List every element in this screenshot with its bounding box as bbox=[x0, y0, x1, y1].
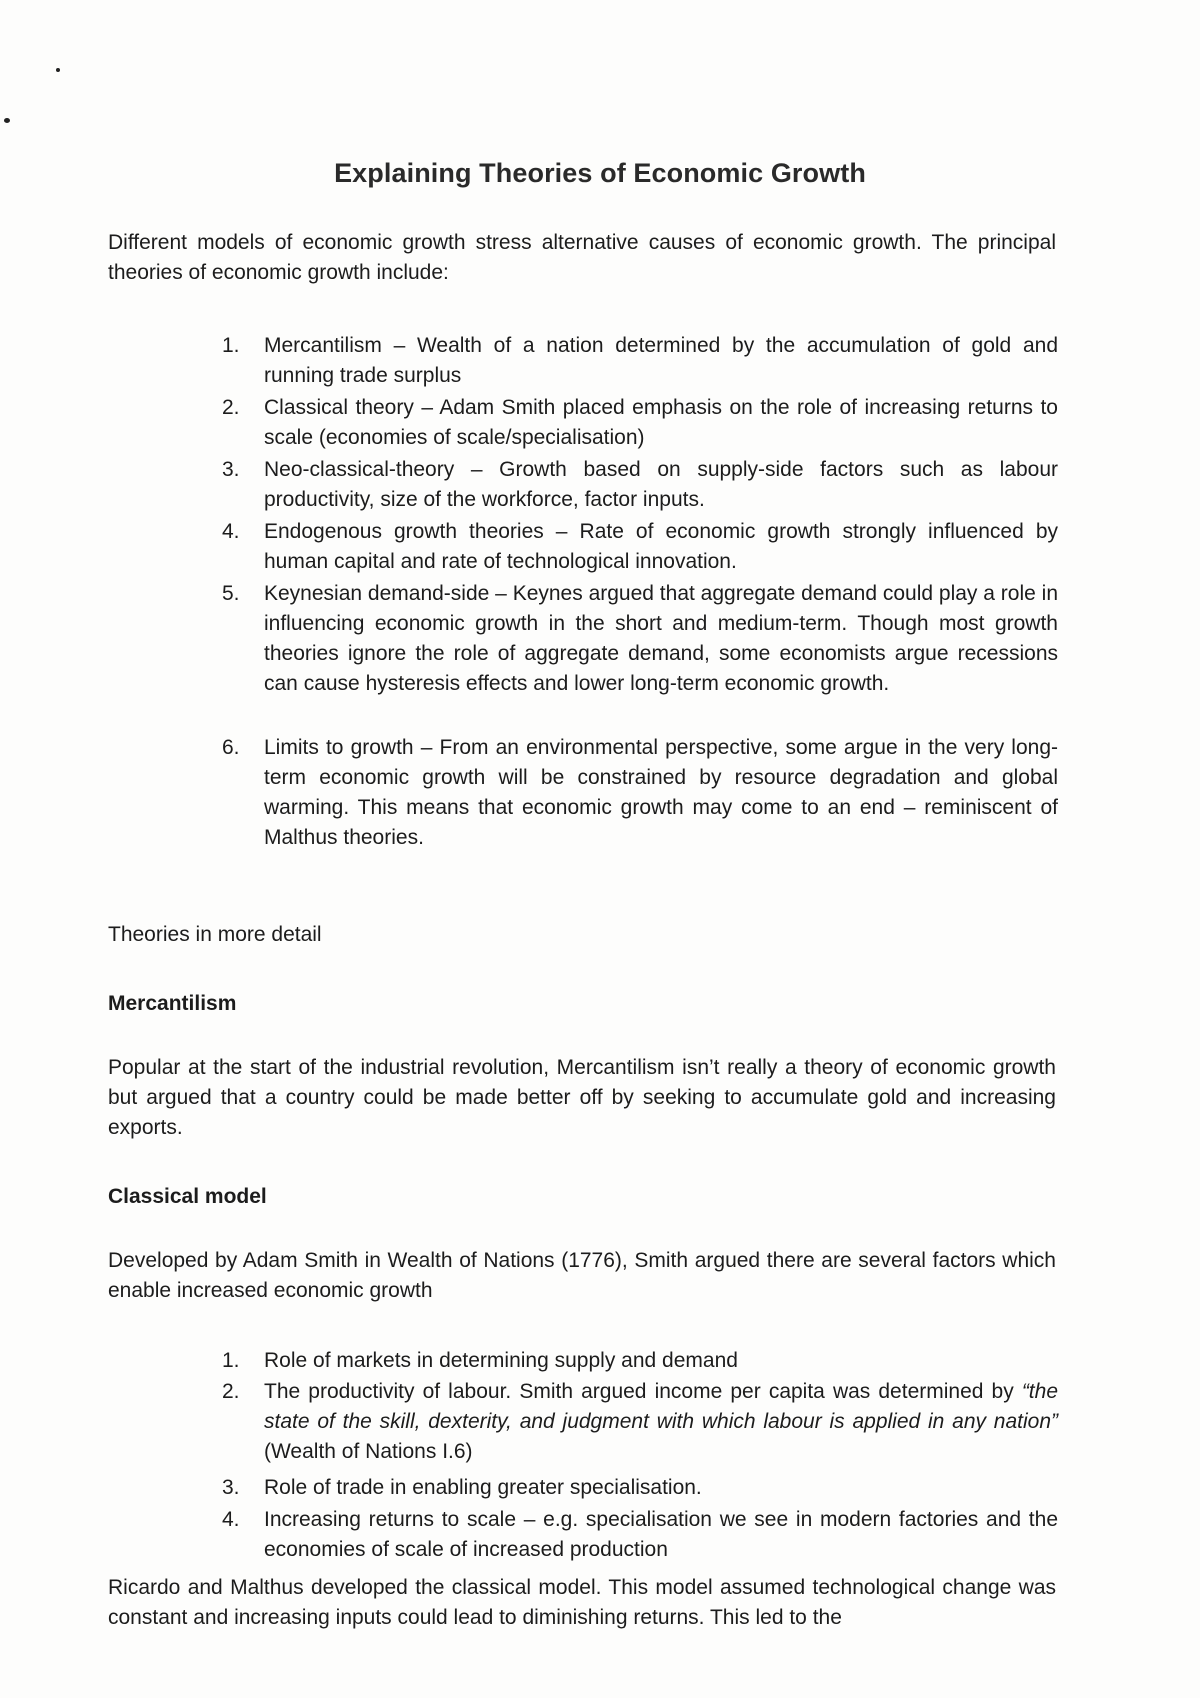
classical-heading: Classical model bbox=[108, 1185, 267, 1208]
scan-speck bbox=[4, 118, 10, 123]
list-item-text: Classical theory – Adam Smith placed emphasis on the role of increasing returns to scale (economies of scale/specialisation) bbox=[264, 396, 1058, 449]
list-number: 2. bbox=[222, 396, 240, 419]
classical-factors-list bbox=[222, 1346, 1058, 1565]
list-number: 1. bbox=[222, 1349, 240, 1372]
document-title: Explaining Theories of Economic Growth bbox=[334, 158, 866, 188]
list-item bbox=[222, 331, 1058, 393]
list-item bbox=[222, 1505, 1058, 1565]
list-number: 4. bbox=[222, 1508, 240, 1531]
list-item bbox=[222, 1346, 1058, 1377]
list-item-text: Endogenous growth theories – Rate of economic growth strongly influenced by human capital and rate of technological innovation. bbox=[264, 520, 1058, 573]
classical-paragraph: Developed by Adam Smith in Wealth of Nations (1776), Smith argued there are several factors which enable increased economic growth bbox=[108, 1249, 1056, 1302]
list-item-citation: (Wealth of Nations I.6) bbox=[264, 1440, 473, 1463]
list-item-text: Role of trade in enabling greater specialisation. bbox=[264, 1476, 702, 1499]
list-item-text: Role of markets in determining supply and demand bbox=[264, 1349, 738, 1372]
list-item-text: Mercantilism – Wealth of a nation determined by the accumulation of gold and running trade surplus bbox=[264, 334, 1058, 387]
list-item bbox=[222, 517, 1058, 579]
mercantilism-heading: Mercantilism bbox=[108, 992, 237, 1015]
intro-paragraph: Different models of economic growth stress alternative causes of economic growth. The principal theories of economic growth include: bbox=[108, 231, 1056, 284]
list-item bbox=[222, 455, 1058, 517]
smith-quote: “the state of the skill, dexterity, and judgment with which labour is applied in any nation” bbox=[264, 1380, 1058, 1433]
list-item bbox=[222, 1377, 1058, 1473]
list-number: 5. bbox=[222, 582, 240, 605]
list-item bbox=[222, 393, 1058, 455]
list-item bbox=[222, 733, 1058, 853]
list-number: 3. bbox=[222, 1476, 240, 1499]
list-item-text: Keynesian demand-side – Keynes argued that aggregate demand could play a role in influencing economic growth in the short and medium-term. Though most growth theories ignore the role of aggregate demand, some economists argue recessions can cause hysteresis effects and lower long-term economic growth. bbox=[264, 582, 1058, 695]
list-item-text: Neo-classical-theory – Growth based on supply-side factors such as labour productivity, size of the workforce, factor inputs. bbox=[264, 458, 1058, 511]
list-item bbox=[222, 1473, 1058, 1505]
ricardo-paragraph: Ricardo and Malthus developed the classical model. This model assumed technological change was constant and increasing inputs could lead to diminishing returns. This led to the bbox=[108, 1576, 1056, 1629]
list-number: 3. bbox=[222, 458, 240, 481]
list-number: 2. bbox=[222, 1380, 240, 1403]
theories-list bbox=[222, 331, 1058, 853]
list-item-text: Limits to growth – From an environmental perspective, some argue in the very long-term economic growth will be constrained by resource degradation and global warming. This means that economic growth may come to an end – reminiscent of Malthus theories. bbox=[264, 736, 1058, 849]
list-item bbox=[222, 579, 1058, 733]
section-label: Theories in more detail bbox=[108, 923, 322, 946]
scan-speck bbox=[56, 68, 60, 72]
list-number: 4. bbox=[222, 520, 240, 543]
list-number: 6. bbox=[222, 736, 240, 759]
list-item-text: The productivity of labour. Smith argued income per capita was determined by bbox=[264, 1380, 1022, 1403]
list-item-text: Increasing returns to scale – e.g. specialisation we see in modern factories and the economies of scale of increased production bbox=[264, 1508, 1058, 1561]
list-number: 1. bbox=[222, 334, 240, 357]
mercantilism-paragraph: Popular at the start of the industrial revolution, Mercantilism isn’t really a theory of economic growth but argued that a country could be made better off by seeking to accumulate gold and increasing exports. bbox=[108, 1056, 1056, 1139]
